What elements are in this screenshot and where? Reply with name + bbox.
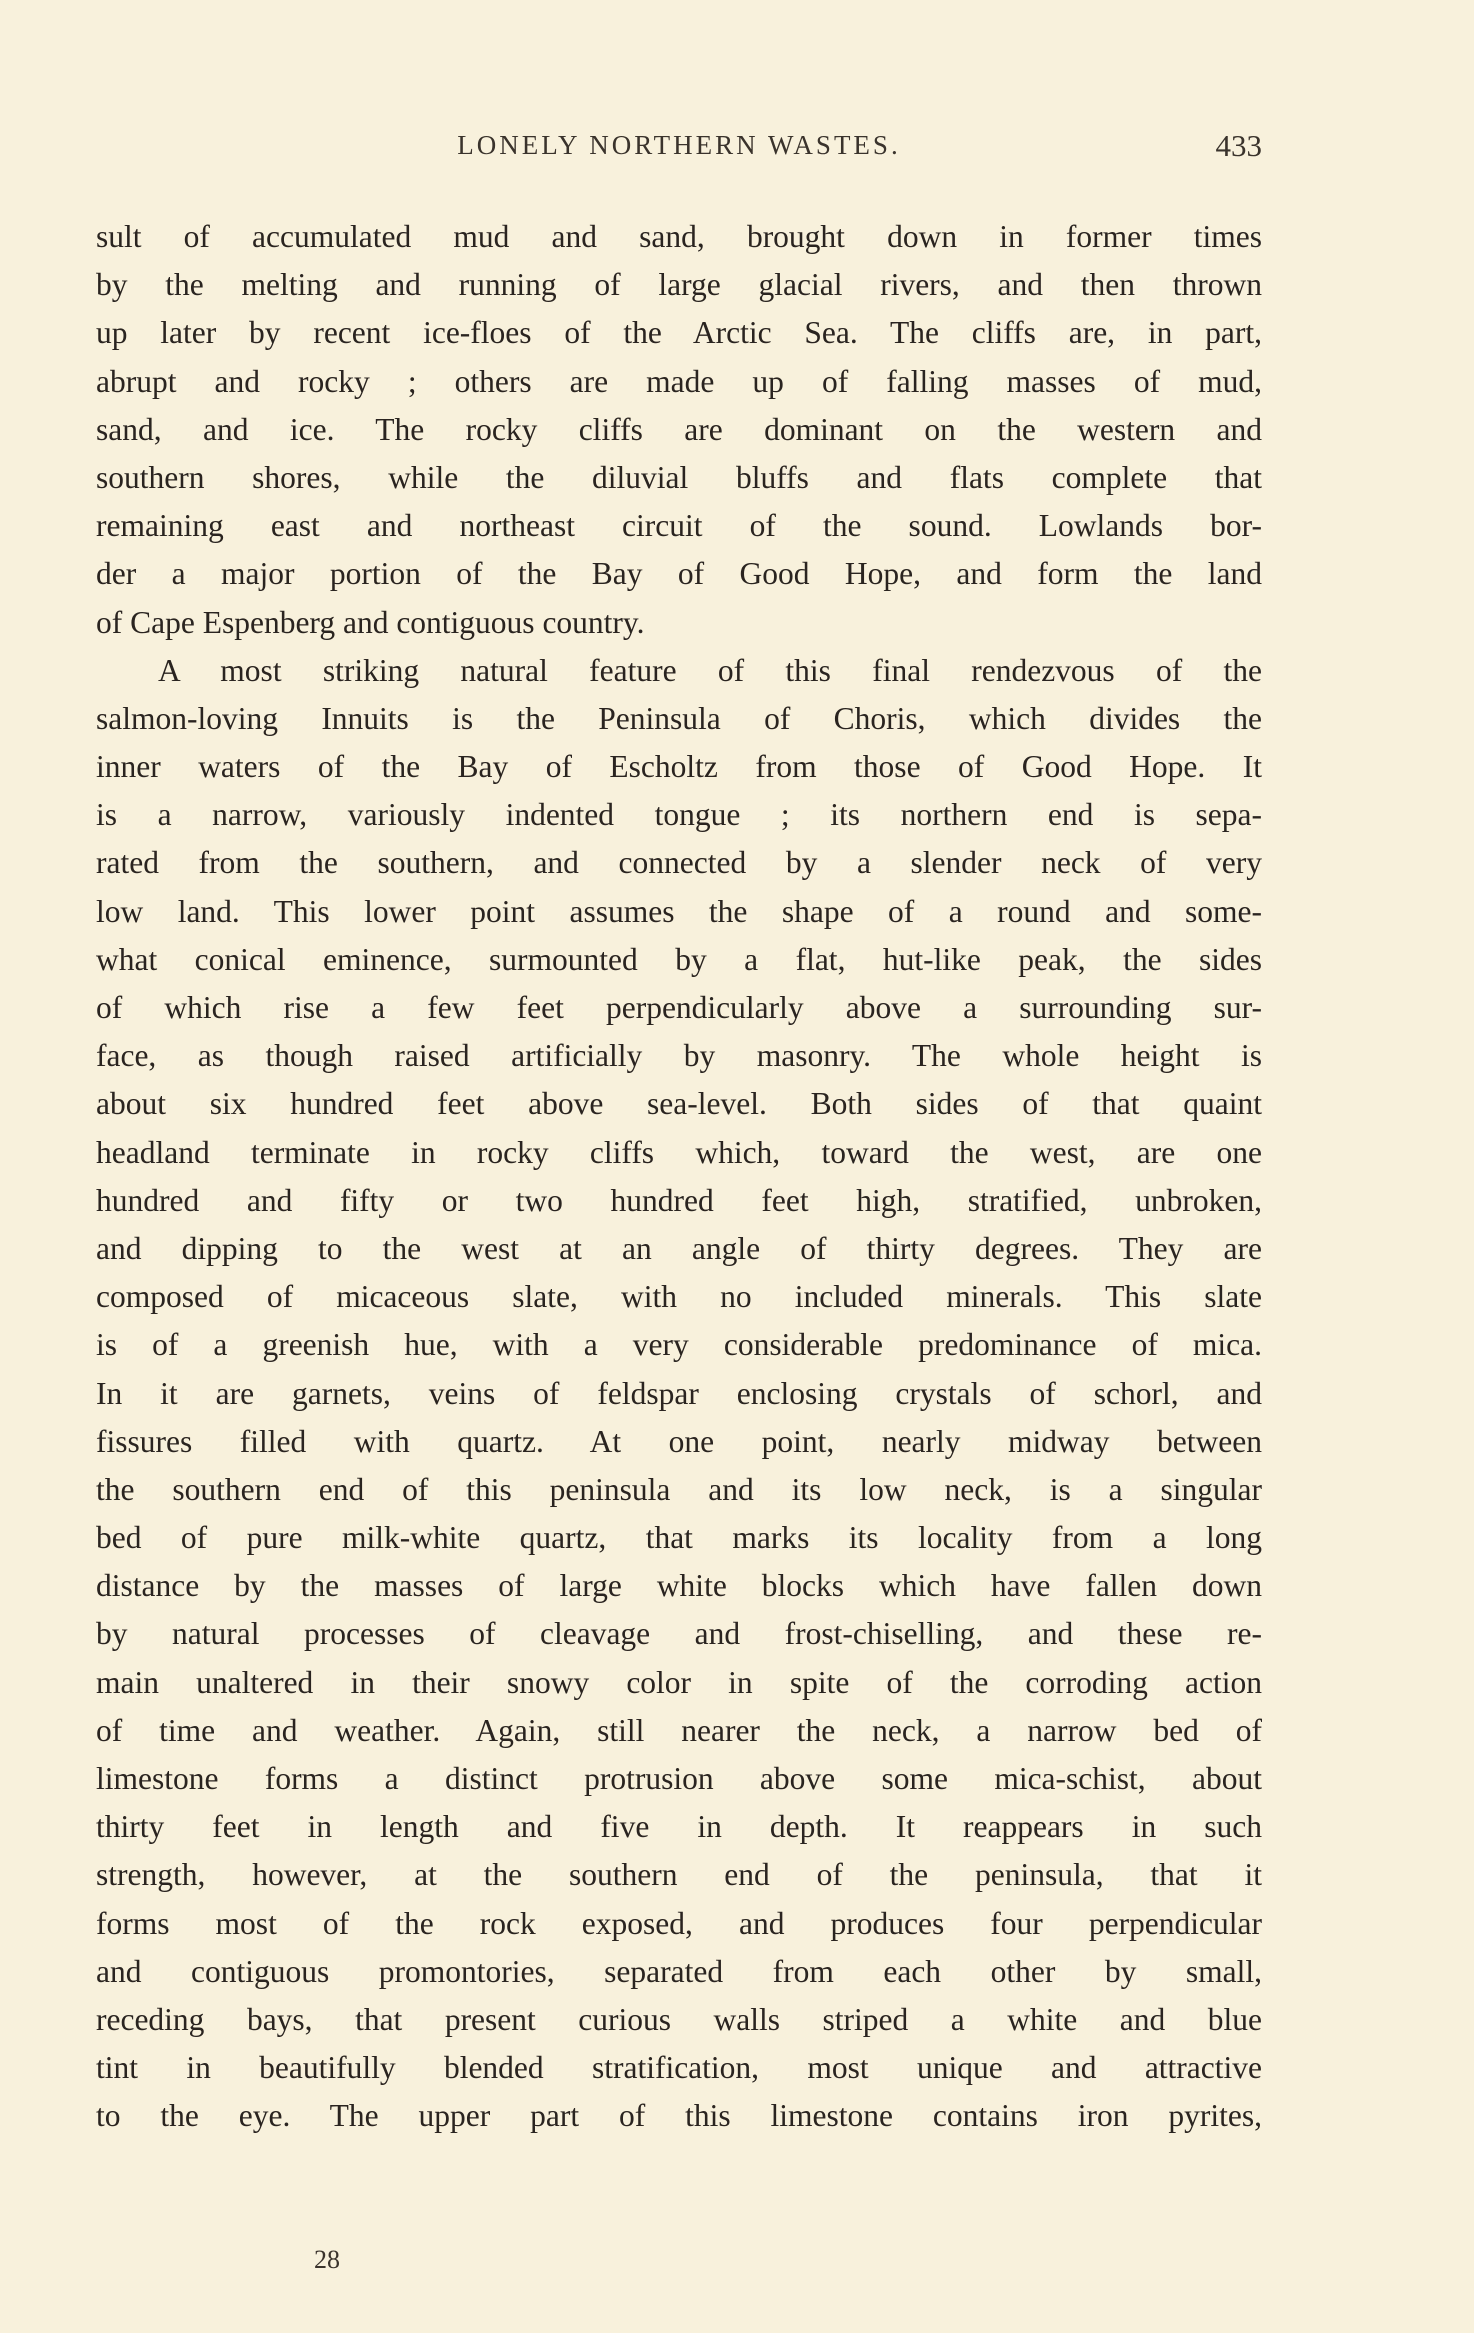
text-line: fissures filled with quartz. At one point, nearly midway between <box>96 1423 1262 1459</box>
paragraph-1 <box>96 213 1262 647</box>
text-line: limestone forms a distinct protrusion above some mica-schist, about <box>96 1761 1262 1796</box>
text-line: composed of micaceous slate, with no included minerals. This slate <box>96 1279 1262 1315</box>
text-line: rated from the southern, and connected by a slender neck of very <box>96 845 1262 881</box>
text-line: headland terminate in rocky cliffs which, toward the west, are one <box>96 1134 1262 1170</box>
running-title: LONELY NORTHERN WASTES. <box>457 130 901 160</box>
text-line: sand, and ice. The rocky cliffs are dominant on the western and <box>96 411 1262 447</box>
text-line: receding bays, that present curious walls striped a white and blue <box>96 2001 1262 2037</box>
text-line: bed of pure milk-white quartz, that marks its locality from a long <box>96 1520 1262 1556</box>
text-line: inner waters of the Bay of Escholtz from those of Good Hope. It <box>96 749 1262 785</box>
page-number: 433 <box>1215 128 1262 163</box>
text-line: is a narrow, variously indented tongue ; its northern end is sepa- <box>96 797 1262 833</box>
text-line: tint in beautifully blended stratification, most unique and attractive <box>96 2050 1262 2086</box>
text-line: is of a greenish hue, with a very considerable predominance of mica. <box>96 1327 1262 1363</box>
text-line: main unaltered in their snowy color in spite of the corroding action <box>96 1664 1262 1700</box>
text-line: of which rise a few feet perpendicularly above a surrounding sur- <box>96 990 1262 1025</box>
signature-mark: 28 <box>314 2245 340 2274</box>
text-line: thirty feet in length and five in depth. It reappears in such <box>96 1809 1262 1845</box>
text-line: by the melting and running of large glacial rivers, and then thrown <box>96 267 1262 303</box>
text-line: and dipping to the west at an angle of thirty degrees. They are <box>96 1230 1262 1266</box>
text-line: of time and weather. Again, still nearer the neck, a narrow bed of <box>96 1712 1262 1748</box>
text-line: and contiguous promontories, separated from each other by small, <box>96 1953 1262 1989</box>
text-line: southern shores, while the diluvial bluffs and flats complete that <box>96 459 1262 495</box>
text-line: low land. This lower point assumes the shape of a round and some- <box>96 893 1262 929</box>
text-line: up later by recent ice-floes of the Arctic Sea. The cliffs are, in part, <box>96 315 1262 351</box>
text-line: face, as though raised artificially by masonry. The whole height is <box>96 1038 1262 1074</box>
text-line: what conical eminence, surmounted by a flat, hut-like peak, the sides <box>96 941 1262 977</box>
text-line: A most striking natural feature of this final rendezvous of the <box>158 652 1262 688</box>
body-text <box>96 213 1262 2141</box>
text-line: by natural processes of cleavage and frost-chiselling, and these re- <box>96 1616 1262 1652</box>
text-line: remaining east and northeast circuit of the sound. Lowlands bor- <box>96 508 1262 544</box>
text-line: sult of accumulated mud and sand, brought down in former times <box>96 219 1262 254</box>
text-line: of Cape Espenberg and contiguous country. <box>96 604 645 640</box>
text-line: In it are garnets, veins of feldspar enclosing crystals of schorl, and <box>96 1375 1262 1411</box>
text-line: salmon-loving Innuits is the Peninsula of Choris, which divides the <box>96 700 1262 736</box>
text-line: abrupt and rocky ; others are made up of falling masses of mud, <box>96 363 1262 399</box>
text-line: to the eye. The upper part of this limestone contains iron pyrites, <box>96 2098 1262 2134</box>
text-line: forms most of the rock exposed, and produces four perpendicular <box>96 1905 1262 1941</box>
paragraph-2 <box>96 647 1262 2141</box>
text-line: about six hundred feet above sea-level. Both sides of that quaint <box>96 1086 1262 1122</box>
text-line: hundred and fifty or two hundred feet high, stratified, unbroken, <box>96 1182 1262 1218</box>
running-head <box>96 130 1262 170</box>
text-line: der a major portion of the Bay of Good Hope, and form the land <box>96 556 1262 592</box>
text-line: the southern end of this peninsula and its low neck, is a singular <box>96 1471 1262 1507</box>
text-line: distance by the masses of large white blocks which have fallen down <box>96 1568 1262 1604</box>
text-line: strength, however, at the southern end of the peninsula, that it <box>96 1857 1262 1893</box>
